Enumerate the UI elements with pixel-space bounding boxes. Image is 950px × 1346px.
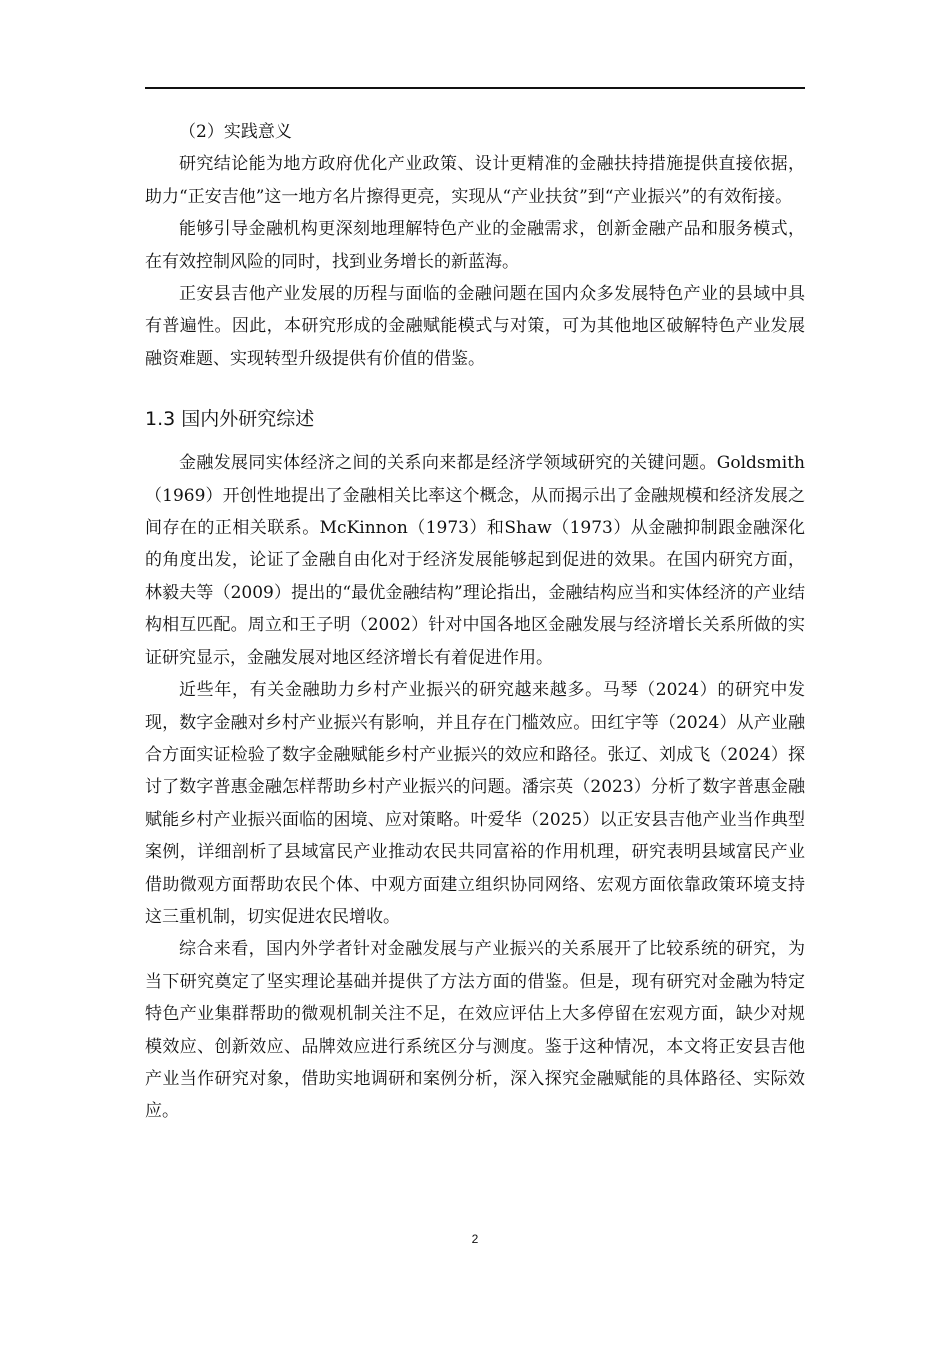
header-rule <box>145 87 805 89</box>
section-heading: 1.3 国内外研究综述 <box>145 408 315 431</box>
body-paragraph: 综合来看，国内外学者针对金融发展与产业振兴的关系展开了比较系统的研究，为当下研究奠定了坚实理论基础并提供了方法方面的借鉴。但是，现有研究对金融为特定特色产业集群帮助的微观机制关注不足，在效应评估上大多停留在宏观方面，缺少对规模效应、创新效应、品牌效应进行系统区分与测度。鉴于这种情况，本文将正安县吉他产业当作研究对象，借助实地调研和案例分析，深入探究金融赋能的具体路径、实际效应。 <box>145 939 805 1122</box>
body-paragraph: 近些年，有关金融助力乡村产业振兴的研究越来越多。马琴（2024）的研究中发现，数字金融对乡村产业振兴有影响，并且存在门槛效应。田红宇等（2024）从产业融合方面实证检验了数字金融赋能乡村产业振兴的效应和路径。张辽、刘成飞（2024）探讨了数字普惠金融怎样帮助乡村产业振兴的问题。潘宗英（2023）分析了数字普惠金融赋能乡村产业振兴面临的困境、应对策略。叶爱华（2025）以正安县吉他产业当作典型案例，详细剖析了县域富民产业推动农民共同富裕的作用机理，研究表明县域富民产业借助微观方面帮助农民个体、中观方面建立组织协同网络、宏观方面依靠政策环境支持这三重机制，切实促进农民增收。 <box>145 680 805 927</box>
page-number: 2 <box>471 1232 479 1246</box>
page-body <box>145 116 805 1128</box>
body-paragraph: 研究结论能为地方政府优化产业政策、设计更精准的金融扶持措施提供直接依据，助力“正安吉他”这一地方名片擦得更亮，实现从“产业扶贫”到“产业振兴”的有效衔接。 <box>145 154 805 207</box>
body-paragraph: 金融发展同实体经济之间的关系向来都是经济学领域研究的关键问题。Goldsmith（1969）开创性地提出了金融相关比率这个概念，从而揭示出了金融规模和经济发展之间存在的正相关联系。McKinnon（1973）和Shaw（1973）从金融抑制跟金融深化的角度出发，论证了金融自由化对于经济发展能够起到促进的效果。在国内研究方面，林毅夫等（2009）提出的“最优金融结构”理论指出，金融结构应当和实体经济的产业结构相互匹配。周立和王子明（2002）针对中国各地区金融发展与经济增长关系所做的实证研究显示，金融发展对地区经济增长有着促进作用。 <box>145 453 805 668</box>
body-paragraph: 能够引导金融机构更深刻地理解特色产业的金融需求，创新金融产品和服务模式，在有效控制风险的同时，找到业务增长的新蓝海。 <box>145 219 805 272</box>
body-paragraph: 正安县吉他产业发展的历程与面临的金融问题在国内众多发展特色产业的县域中具有普遍性。因此，本研究形成的金融赋能模式与对策，可为其他地区破解特色产业发展融资难题、实现转型升级提供有价值的借鉴。 <box>145 284 805 369</box>
subsection-heading: （2）实践意义 <box>179 122 292 142</box>
